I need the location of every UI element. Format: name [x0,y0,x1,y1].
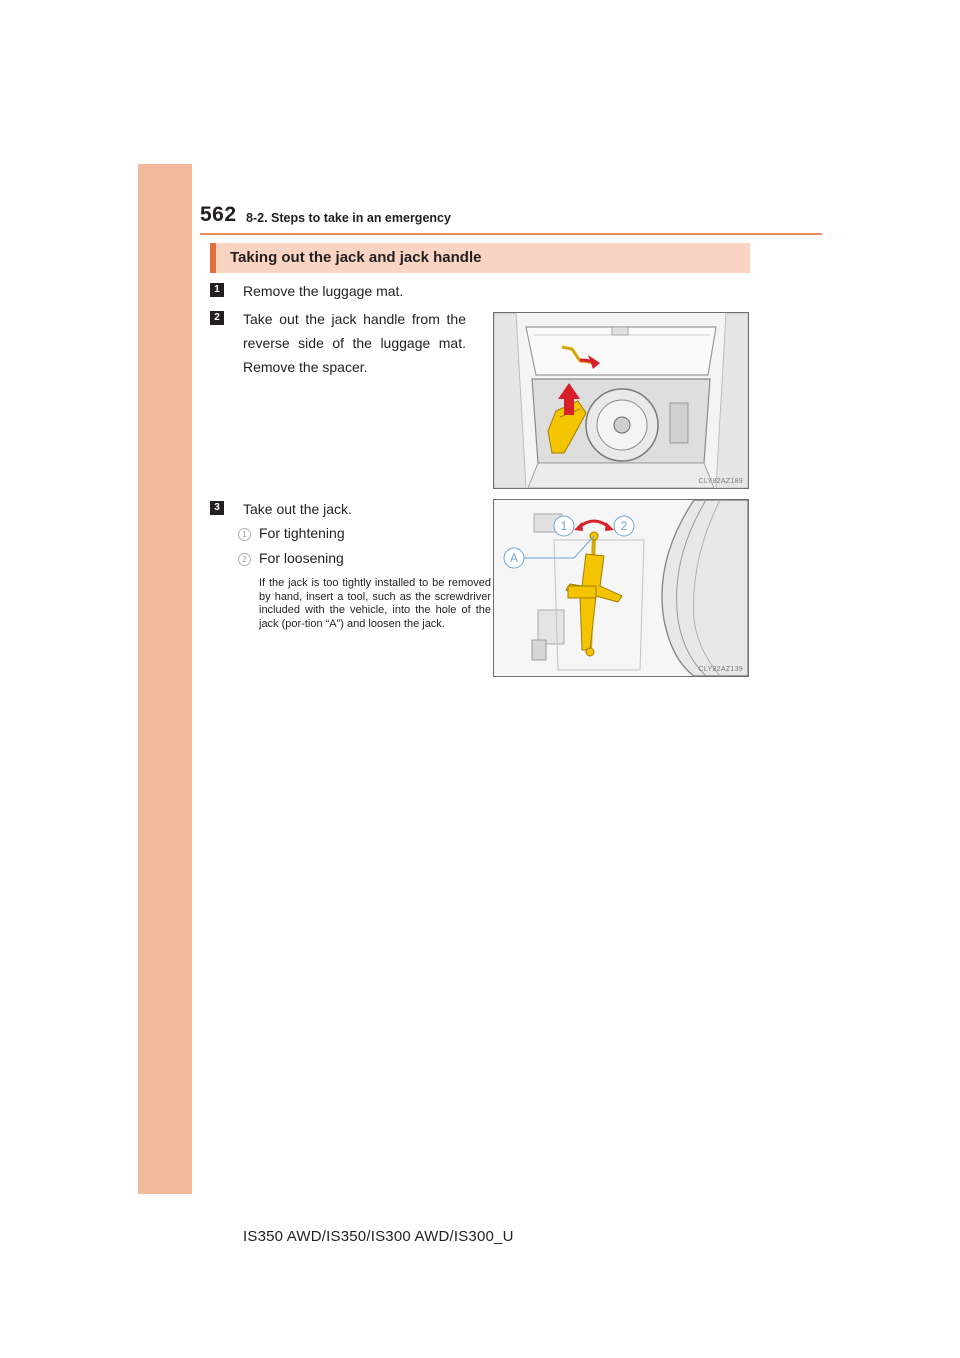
step-3-text: Take out the jack. [243,501,352,517]
callout-a: A [509,551,519,565]
callout-1: 1 [560,519,568,533]
sub-item-1-number: 1 [238,528,251,541]
sub-item-2-number: 2 [238,553,251,566]
sub-item-tightening: For tightening [259,525,345,541]
sub-item-loosening: For loosening [259,550,344,566]
figure-trunk-jack-handle [493,312,749,489]
trunk-illustration [494,313,748,488]
jack-illustration [494,500,748,676]
step-3-badge: 3 [210,501,224,515]
page-sidebar-tab [138,164,192,1194]
subsection-heading-text: Taking out the jack and jack handle [230,249,482,266]
subsection-heading [210,243,750,273]
step-2-badge: 2 [210,311,224,325]
note-text: If the jack is too tightly installed to be removed by hand, insert a tool, such as the screwdriver included with the vehicle, into the hole of the jack (por-tion “A”) and loosen the jack. [259,577,491,630]
header-divider [200,233,822,235]
figure-1-code: CLY82AZ189 [698,478,743,485]
section-title: 8-2. Steps to take in an emergency [246,211,451,225]
step-1-badge: 1 [210,283,224,297]
figure-2-code: CLY82AZ139 [698,666,743,673]
callout-2: 2 [620,519,628,533]
step-1-text: Remove the luggage mat. [243,283,404,299]
footer-model-text: IS350 AWD/IS350/IS300 AWD/IS300_U [243,1228,514,1245]
figure-jack-closeup [493,499,749,677]
step-2-text: Take out the jack handle from the reverse side of the luggage mat. Remove the spacer. [243,311,466,375]
page-number: 562 [200,203,237,226]
